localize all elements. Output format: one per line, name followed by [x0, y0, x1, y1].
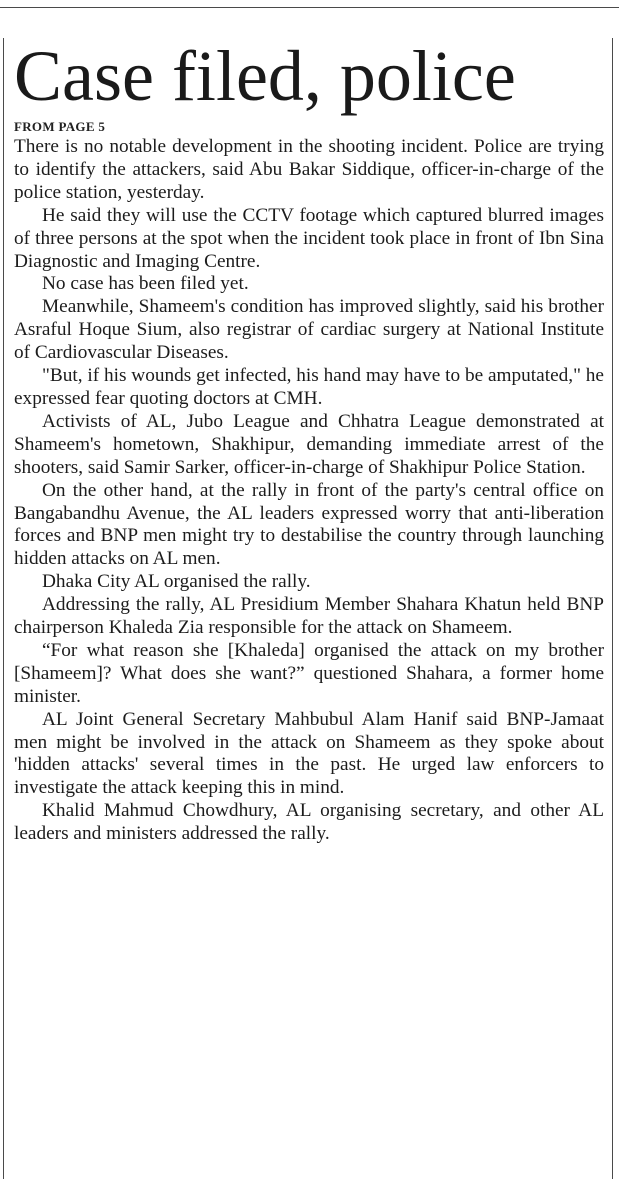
headline: Case filed, police	[14, 36, 516, 116]
paragraph: He said they will use the CCTV footage which captured blurred images of three persons at the spot when the incident took place in front of Ibn Sina Diagnostic and Imaging Centre.	[14, 204, 604, 272]
paragraph: “For what reason she [Khaleda] organised the attack on my brother [Shameem]? What does she want?” questioned Shahara, a former home minister.	[14, 639, 604, 707]
paragraph: Meanwhile, Shameem's condition has improved slightly, said his brother Asraful Hoque Sium, also registrar of cardiac surgery at National Institute of Cardiovascular Diseases.	[14, 296, 604, 364]
article-body	[14, 136, 604, 846]
left-column-rule	[3, 38, 4, 1179]
paragraph: No case has been filed yet.	[42, 273, 249, 295]
paragraph: AL Joint General Secretary Mahbubul Alam Hanif said BNP-Jamaat men might be involved in the attack on Shameem as they spoke about 'hidden attacks' several times in the past. He urged law enforcers to investigate the attack keeping this in mind.	[14, 708, 604, 799]
paragraph: "But, if his wounds get infected, his hand may have to be amputated," he expressed fear quoting doctors at CMH.	[14, 365, 604, 409]
paragraph: Khalid Mahmud Chowdhury, AL organising secretary, and other AL leaders and ministers addressed the rally.	[14, 800, 604, 845]
article	[14, 34, 604, 846]
top-rule	[0, 7, 619, 8]
continuation-label: FROM PAGE 5	[14, 119, 106, 134]
paragraph: Dhaka City AL organised the rally.	[42, 571, 311, 593]
right-column-rule	[612, 38, 613, 1179]
paragraph: There is no notable development in the shooting incident. Police are trying to identify the attackers, said Abu Bakar Siddique, officer-in-charge of the police station, yesterday.	[14, 136, 604, 203]
paragraph: Activists of AL, Jubo League and Chhatra League demonstrated at Shameem's hometown, Shakhipur, demanding immediate arrest of the shooters, said Samir Sarker, officer-in-charge of Shakhipur Police Station.	[14, 410, 604, 478]
paragraph: Addressing the rally, AL Presidium Member Shahara Khatun held BNP chairperson Khaleda Zia responsible for the attack on Shameem.	[14, 594, 604, 639]
paragraph: On the other hand, at the rally in front of the party's central office on Bangabandhu Avenue, the AL leaders expressed worry that anti-liberation forces and BNP men might try to destabilise the country through launching hidden attacks on AL men.	[14, 479, 604, 570]
